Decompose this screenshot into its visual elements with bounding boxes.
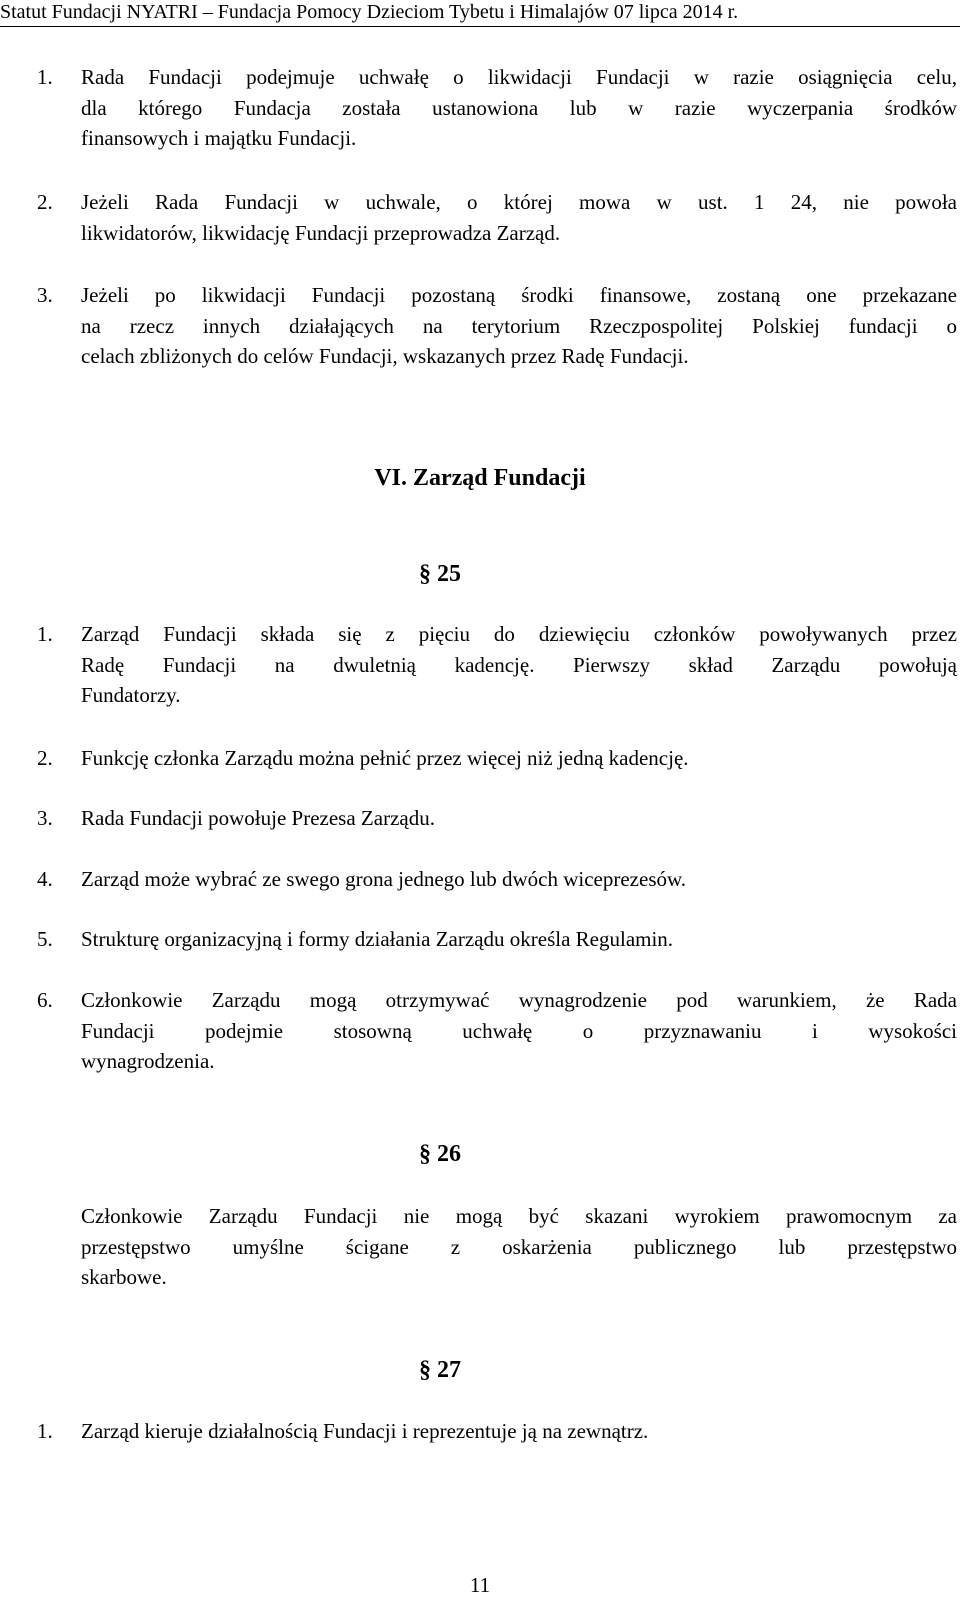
text-line: Jeżeli po likwidacji Fundacji pozostaną środki finansowe, zostaną one przekazane	[81, 283, 957, 307]
item-text	[81, 864, 957, 895]
text-line: Fundacji podejmie stosowną uchwałę o przyznawaniu i wysokości	[81, 1018, 957, 1043]
item-number: 5.	[37, 927, 53, 951]
text-line: skarbowe.	[81, 1265, 167, 1289]
text-line: Zarząd Fundacji składa się z pięciu do dziewięciu członków powoływanych przez	[81, 622, 957, 646]
text-line: Rada Fundacji powołuje Prezesa Zarządu.	[81, 806, 435, 830]
item-text	[81, 62, 957, 154]
text-line: Zarząd może wybrać ze swego grona jednego lub dwóch wiceprezesów.	[81, 867, 687, 891]
page-header: Statut Fundacji NYATRI – Fundacja Pomocy Dzieciom Tybetu i Himalajów 07 lipca 2014 r.	[0, 1, 739, 23]
paragraph-text	[81, 1201, 957, 1293]
item-number: 4.	[37, 867, 53, 891]
paragraph-number: 27	[437, 1357, 461, 1383]
text-line: Radę Fundacji na dwuletnią kadencję. Pierwszy skład Zarządu powołują	[81, 652, 957, 677]
item-number: 1.	[37, 622, 53, 646]
text-line: Funkcję członka Zarządu można pełnić przez więcej niż jedną kadencję.	[81, 746, 689, 770]
text-line: likwidatorów, likwidację Fundacji przeprowadza Zarząd.	[81, 220, 561, 245]
section-sign-icon: §	[419, 1141, 431, 1167]
section-title: VI. Zarząd Fundacji	[374, 465, 586, 491]
item-text	[81, 619, 957, 711]
item-number: 1.	[37, 1419, 53, 1443]
section-sign-icon: §	[419, 561, 431, 587]
text-line: finansowych i majątku Fundacji.	[81, 126, 357, 150]
item-text	[81, 803, 957, 834]
item-text	[81, 280, 957, 372]
text-line: dla którego Fundacja została ustanowiona lub w razie wyczerpania środków	[81, 95, 957, 120]
paragraph-heading	[419, 1355, 461, 1385]
text-line: na rzecz innych działających na terytorium Rzeczpospolitej Polskiej fundacji o	[81, 313, 957, 338]
paragraph-number: 25	[437, 561, 461, 587]
item-text	[81, 985, 957, 1077]
item-number: 3.	[37, 283, 53, 307]
item-text	[81, 1416, 957, 1447]
header-divider	[0, 26, 960, 27]
text-line: Zarząd kieruje działalnością Fundacji i reprezentuje ją na zewnątrz.	[81, 1419, 649, 1443]
item-number: 2.	[37, 746, 53, 770]
item-number: 6.	[37, 988, 53, 1012]
paragraph-heading	[419, 559, 461, 589]
page-number: 11	[469, 1573, 491, 1597]
item-number: 2.	[37, 190, 53, 214]
text-line: Fundatorzy.	[81, 683, 181, 707]
item-number: 1.	[37, 65, 53, 89]
text-line: Rada Fundacji podejmuje uchwałę o likwidacji Fundacji w razie osiągnięcia celu,	[81, 65, 957, 89]
section-sign-icon: §	[419, 1357, 431, 1383]
text-line: przestępstwo umyślne ścigane z oskarżenia publicznego lub przestępstwo	[81, 1234, 957, 1259]
text-line: Członkowie Zarządu Fundacji nie mogą być skazani wyrokiem prawomocnym za	[81, 1204, 957, 1228]
text-line: wynagrodzenia.	[81, 1049, 215, 1073]
text-line: Członkowie Zarządu mogą otrzymywać wynagrodzenie pod warunkiem, że Rada	[81, 988, 957, 1012]
paragraph-number: 26	[437, 1141, 461, 1167]
text-line: Jeżeli Rada Fundacji w uchwale, o której mowa w ust. 1 24, nie powoła	[81, 190, 957, 214]
item-text	[81, 743, 957, 774]
text-line: Strukturę organizacyjną i formy działania Zarządu określa Regulamin.	[81, 927, 674, 951]
item-number: 3.	[37, 806, 53, 830]
paragraph-heading	[419, 1139, 461, 1169]
text-line: celach zbliżonych do celów Fundacji, wskazanych przez Radę Fundacji.	[81, 344, 689, 368]
item-text	[81, 924, 957, 955]
item-text	[81, 187, 957, 248]
